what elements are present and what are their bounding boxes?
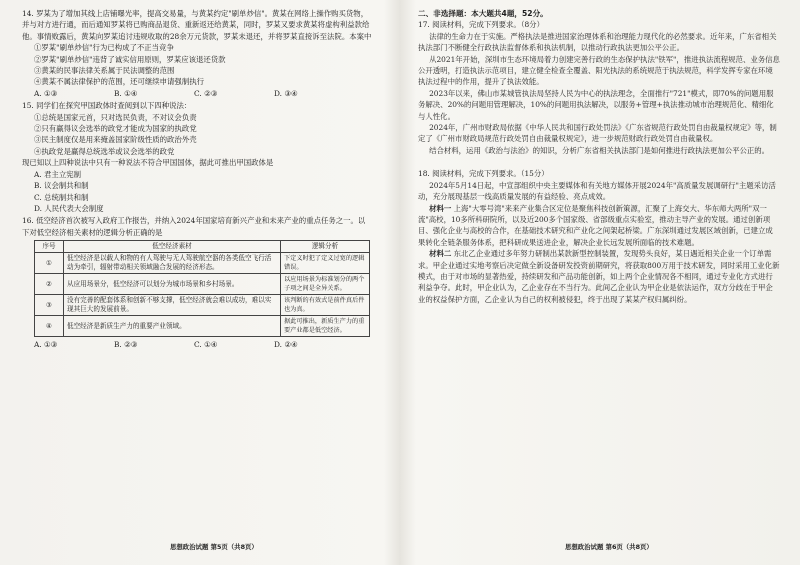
- section-title: 二、非选择题：本大题共4题，52分。: [418, 9, 548, 18]
- material-1-text: 上海"大零号湾"来来产业集合区定位是聚焦科技创新策源，汇聚了上海交大、华东师大两所"双一流"高校，10多所科研院所，以及近200多个国家级、省部级重点实验室，推动主导产业的发展。通过创新项目、强化企业与高校的合作，在基础技术研究和产业化之间架起桥梁。广东深圳通过发展区域创新，已建立成果转化全链条服务体系，把科研成果送进企业，解决企业长远发展所面临的技术难题。: [418, 203, 773, 247]
- q15-answer-d[interactable]: D. 人民代表大会制度: [34, 203, 104, 213]
- q15-answer-c[interactable]: C. 总统制共和制: [34, 192, 89, 202]
- q18-material-2: [418, 248, 780, 305]
- q15-answer-b[interactable]: B. 议会制共和制: [34, 181, 89, 191]
- table-row: [35, 253, 370, 274]
- page-5-footer: 思想政治试题 第5页（共8页）: [170, 543, 258, 551]
- table-row: [35, 295, 370, 316]
- row-number: ④: [35, 316, 64, 337]
- q14-choice-c[interactable]: C. ②③: [194, 88, 218, 98]
- q16-choice-c[interactable]: C. ①④: [194, 340, 218, 350]
- q15-option: ③民主制度仅是用来掩盖国家阶级性质的政治外壳: [34, 135, 197, 145]
- question-18: [418, 168, 780, 305]
- q14-choice-a[interactable]: A. ①③: [34, 88, 58, 98]
- q18-title: 18. 阅读材料，完成下列要求。（15分）: [418, 169, 549, 179]
- row-material: 低空经济是新质生产力的重要产业领域。: [64, 316, 281, 337]
- row-material: 从应用场景分，低空经济可以划分为城市场景和乡村场景。: [64, 274, 281, 295]
- material-2-text: 东北乙企业通过多年努力研制出某款新型控制装置，发现势头良好，某日遇近相关企业一个订单需求。甲企业通过实地考察后决定做全新设备研发投资前期研究，将获取800万用于技术研发，同时采用工业化新模式，由于对市场的显著热爱，持续研发和产品功能创新，如上两个企业情况各不相同，通过专业化方式进行利益争夺。此时，甲企业认为，乙企业存在不当行为。此间乙企业认为甲企业是依法运作，双方分歧在于甲企业的权益保护方面，乙企业认为自己的权利被侵犯，终于出现了某某产权归属纠纷。: [418, 249, 780, 304]
- row-material: 低空经济是以载人和物的有人驾驶与无人驾驶航空器的各类低空飞行活动为牵引，辐射带动相关领域融合发展的经济形态。: [64, 253, 281, 274]
- q17-paragraph: 2023年以来，佛山市某城管执法局坚持人民为中心的执法理念，全面推行"721"模式，即70%的问题用服务解决、20%的问题用管理解决，10%的问题用执法解决，以服务+管理+执法推动城市治理规范化、精细化与人性化。: [418, 88, 774, 121]
- q15-answer-a[interactable]: A. 君主立宪制: [34, 169, 81, 179]
- row-number: ①: [35, 253, 64, 274]
- q18-material-1: [418, 203, 780, 249]
- q14-choice-b[interactable]: B. ①④: [114, 88, 138, 98]
- q16-choice-a[interactable]: A. ①③: [34, 340, 58, 350]
- q15-option: ①总统是国家元首，只对选民负责，不对议会负责: [34, 112, 197, 122]
- table-row: [35, 274, 370, 295]
- q16-choices: [22, 339, 372, 350]
- question-14: [22, 8, 372, 99]
- header-number: 序号: [35, 241, 64, 253]
- q14-choices: [22, 88, 372, 99]
- page-6-footer: 思想政治试题 第6页（共8页）: [565, 543, 653, 551]
- q14-stem: 14. 罗某为了增加其线上店铺曝光率，提高交易量，与黄某约定"刷单炒信"。黄某在网络上操作购买货物，并与对方进行通，而后通知罗某将已购商品退货、重新返还给黄某，同时，罗某又要求黄某将虚构利益款给他。事情败露后，黄某向罗某追讨违规收取的28余万元货款，罗某未退还，并将罗某直接诉至法院。本案中: [22, 9, 372, 41]
- row-logic: 以应用场景为标准划分的两个子项之间是全异关系。: [281, 274, 370, 295]
- logic-analysis-table: [34, 240, 370, 337]
- row-logic: 下定义时犯了定义过宽的逻辑错误。: [281, 253, 370, 274]
- row-number: ③: [35, 295, 64, 316]
- row-material: 没有完善的配套体系和创新不够支撑，低空经济就会难以成功，难以实现其巨大的发展前景。: [64, 295, 281, 316]
- q14-choice-d[interactable]: D. ③④: [274, 88, 298, 98]
- q14-option: ③黄某的民事法律关系属于民法调整的范围: [34, 66, 175, 76]
- material-1-label: 材料一: [429, 203, 452, 213]
- q16-stem: 16. 低空经济首次被写入政府工作报告，并纳入2024年国家培育新兴产业和未来产业的重点任务之一。以下对低空经济相关素材的逻辑分析正确的是: [22, 216, 366, 237]
- q14-option: ①罗某"刷单炒信"行为已构成了不正当竞争: [34, 43, 174, 53]
- row-number: ②: [35, 274, 64, 295]
- q14-option: ②罗某"刷单炒信"违背了诚实信用原则，罗某应该退还货款: [34, 54, 226, 64]
- header-material: 低空经济素材: [64, 241, 281, 253]
- row-logic: 该判断的有效式是前件真后件也为真。: [281, 295, 370, 316]
- row-logic: 据此可推出，新质生产力的重要产业都是低空经济。: [281, 316, 370, 337]
- q17-paragraph: 从2021年开始，深圳市生态环境局着力创建完善行政的生态保护执法"铁军"，推进执法流程规范、业务信息公开透明，打造执法示范项目，建立健全检查全覆盖、阳光执法的系统规范于执法规范，科学发挥专家在环境执法过程中的作用，提升了执法效能。: [418, 54, 780, 87]
- table-row: [35, 316, 370, 337]
- q17-title: 17. 阅读材料，完成下列要求。（8分）: [418, 20, 544, 30]
- question-16: [22, 215, 372, 350]
- q17-paragraph: 法律的生命力在于实施。严格执法是推进国家治理体系和治理能力现代化的必然要求。近年来，广东省相关执法部门不断健全行政执法监督体系和执法机制，以推动行政执法更加公平公正。: [418, 31, 777, 53]
- q15-option: ④执政党是赢得总统选举或议会选举的政党: [34, 146, 175, 156]
- q16-choice-b[interactable]: B. ②③: [114, 340, 138, 350]
- page-6: [418, 8, 780, 548]
- q17-task: 结合材料，运用《政治与法治》的知识，分析广东省相关执法部门是如何推进行政执法更加公平公正的。: [429, 145, 770, 155]
- q17-paragraph: 2024年，广州市财政局依据《中华人民共和国行政处罚法》《广东省规范行政处罚自由裁量权规定》等，制定了《广州市财政局规范行政处罚自由裁量权规定》，进一步规范财政行政处罚自由裁量权。: [418, 123, 777, 144]
- question-15: [22, 100, 372, 214]
- material-2-label: 材料二: [429, 249, 452, 259]
- question-17: [418, 19, 780, 156]
- q14-option: ④黄某不属法律保护的范围，还可继续申请强制执行: [34, 77, 204, 87]
- q18-intro: 2024年5月14日起，中宣部组织中央主要媒体和有关地方媒体开展2024年"高质量发展调研行"主题采访活动，充分展现基层一线高质量发展的有益经验、亮点成效。: [418, 180, 776, 202]
- table-header-row: [35, 241, 370, 253]
- q15-closing: 现已知以上四种说法中只有一种说法不符合甲国国体，据此可推出甲国政体是: [22, 158, 274, 168]
- page-5: [22, 8, 372, 548]
- q15-stem: 15. 同学们在探究甲国政体时查阅到以下四种说法：: [22, 101, 192, 111]
- q16-choice-d[interactable]: D. ②④: [274, 340, 298, 350]
- header-logic: 逻辑分析: [281, 241, 370, 253]
- q15-option: ②只有赢得议会选举的政党才能成为国家的执政党: [34, 124, 197, 134]
